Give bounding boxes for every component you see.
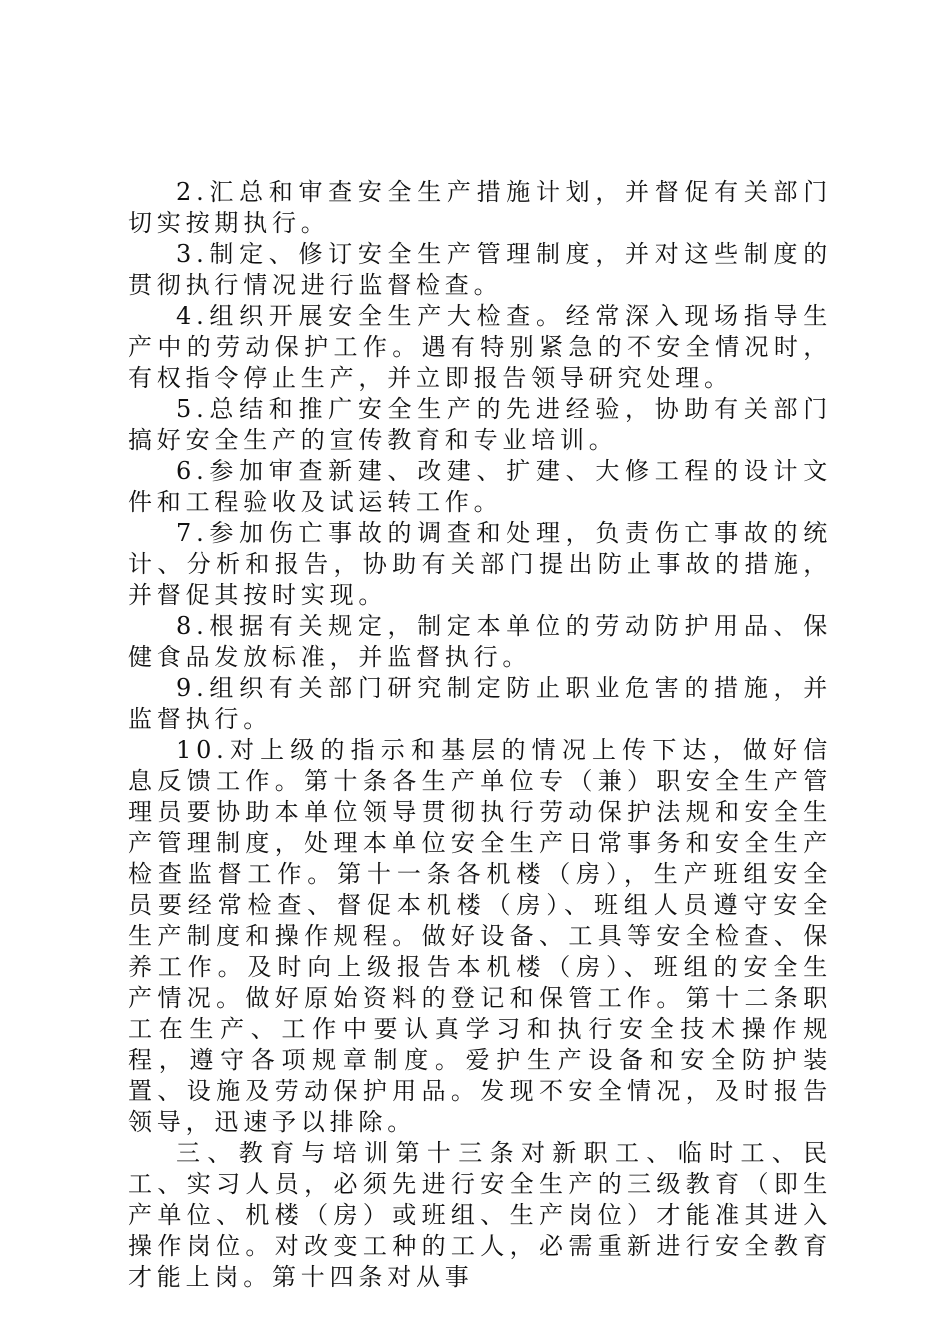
paragraph-item-5: 5.总结和推广安全生产的先进经验，协助有关部门搞好安全生产的宣传教育和专业培训。 [128, 395, 832, 454]
document-body [128, 177, 832, 1293]
paragraph-section-education: 三、教育与培训第十三条对新职工、临时工、民工、实习人员，必须先进行安全生产的三级教育（即生产单位、机楼（房）或班组、生产岗位）才能准其进入操作岗位。对改变工种的工人，必需重新进行安全教育才能上岗。第十四条对从事 [128, 1139, 832, 1291]
paragraph-item-3: 3.制定、修订安全生产管理制度，并对这些制度的贯彻执行情况进行监督检查。 [128, 240, 832, 299]
paragraph-item-4: 4.组织开展安全生产大检查。经常深入现场指导生产中的劳动保护工作。遇有特别紧急的不安全情况时，有权指令停止生产，并立即报告领导研究处理。 [128, 302, 832, 392]
paragraph-item-9: 9.组织有关部门研究制定防止职业危害的措施，并监督执行。 [128, 674, 832, 733]
paragraph-item-10: 10.对上级的指示和基层的情况上传下达，做好信息反馈工作。第十条各生产单位专（兼）职安全生产管理员要协助本单位领导贯彻执行劳动保护法规和安全生产管理制度，处理本单位安全生产日常事务和安全生产检查监督工作。第十一条各机楼（房），生产班组安全员要经常检查、督促本机楼（房）、班组人员遵守安全生产制度和操作规程。做好设备、工具等安全检查、保养工作。及时向上级报告本机楼（房）、班组的安全生产情况。做好原始资料的登记和保管工作。第十二条职工在生产、工作中要认真学习和执行安全技术操作规程，遵守各项规章制度。爱护生产设备和安全防护装置、设施及劳动保护用品。发现不安全情况，及时报告领导，迅速予以排除。 [128, 736, 832, 1136]
paragraph-item-7: 7.参加伤亡事故的调查和处理，负责伤亡事故的统计、分析和报告，协助有关部门提出防止事故的措施，并督促其按时实现。 [128, 519, 832, 609]
paragraph-item-2: 2.汇总和审查安全生产措施计划，并督促有关部门切实按期执行。 [128, 178, 832, 237]
paragraph-item-6: 6.参加审查新建、改建、扩建、大修工程的设计文件和工程验收及试运转工作。 [128, 457, 832, 516]
paragraph-item-8: 8.根据有关规定，制定本单位的劳动防护用品、保健食品发放标准，并监督执行。 [128, 612, 832, 671]
